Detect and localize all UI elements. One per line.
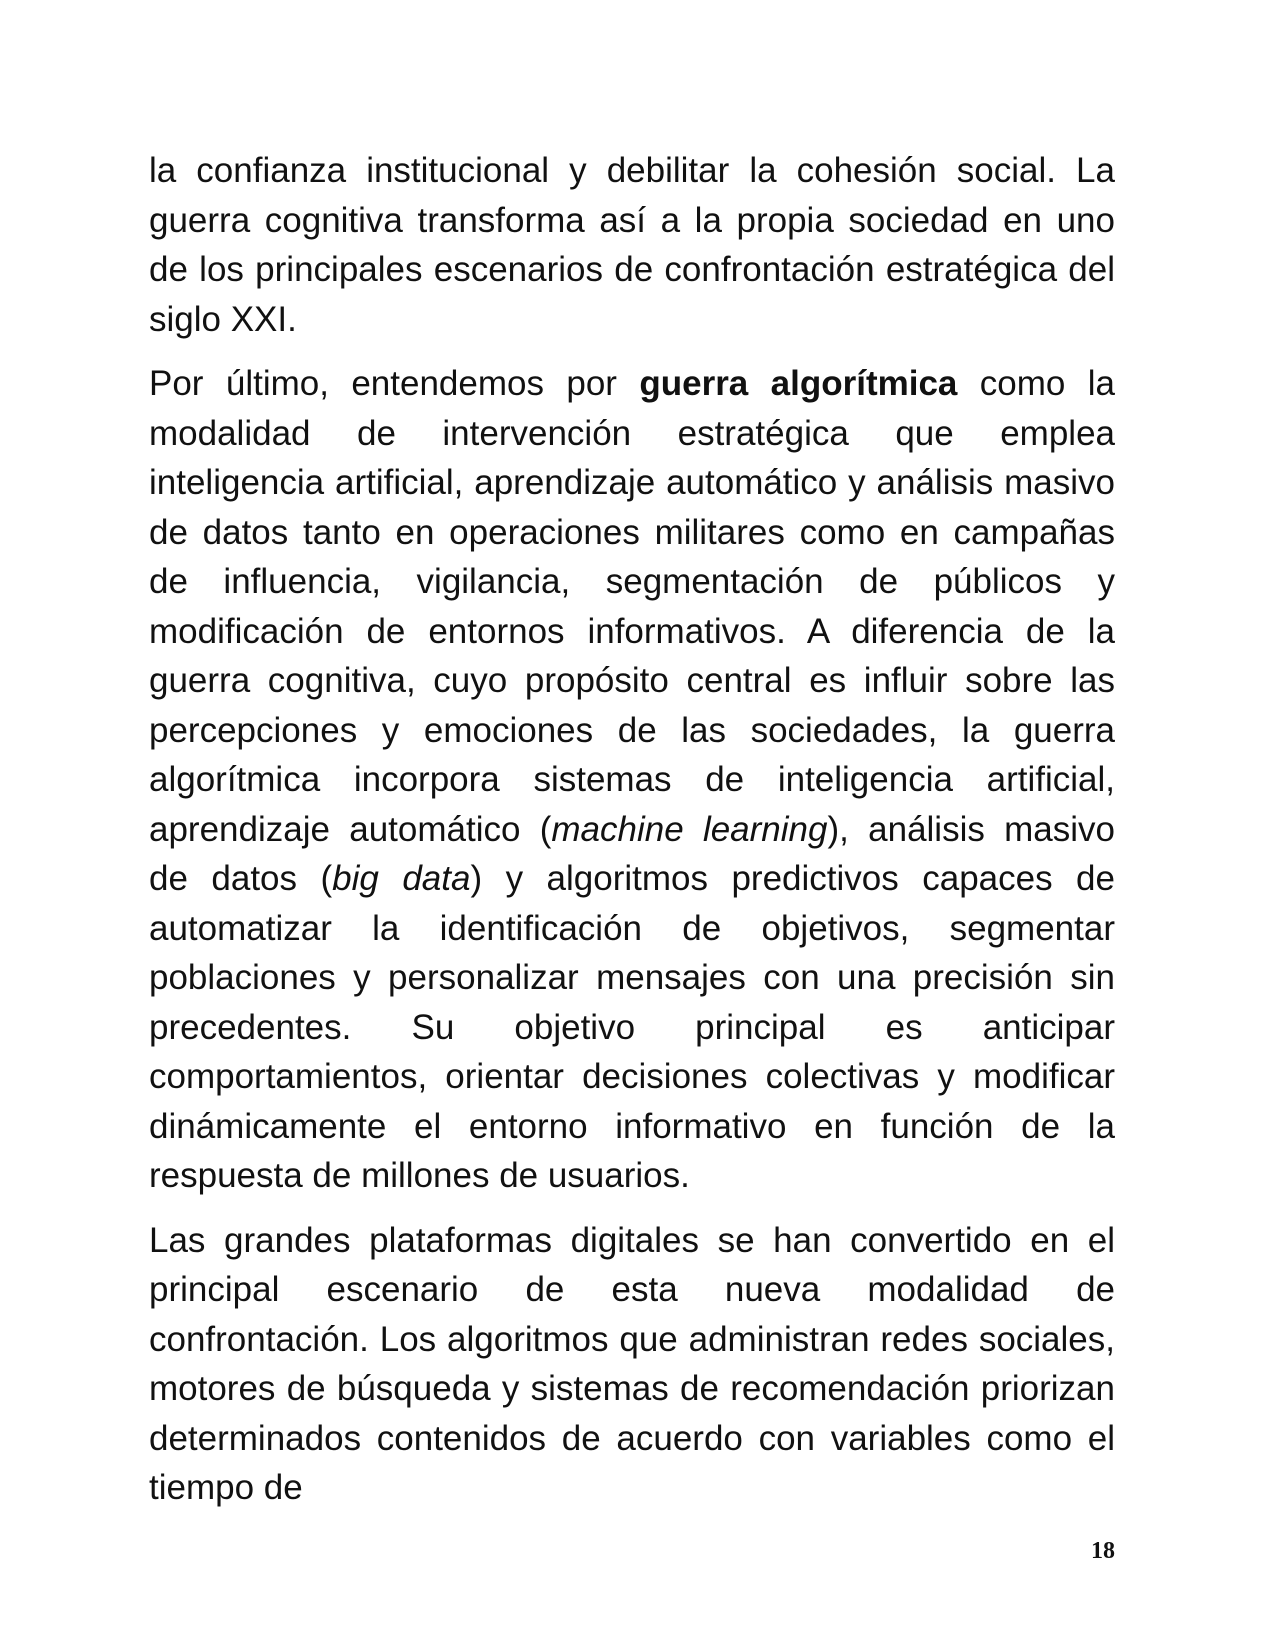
- paragraph-2-part2: ), análisis masivo de datos (: [149, 809, 1115, 898]
- term-big-data: big data: [332, 859, 471, 898]
- paragraph-2-intro: Por último, entendemos por: [149, 364, 640, 403]
- body-text: [149, 146, 1115, 1513]
- term-machine-learning: machine learning: [551, 809, 828, 849]
- page-number: 18: [1091, 1538, 1115, 1564]
- paragraph-2: [149, 359, 1115, 1201]
- paragraph-3: [149, 1216, 1115, 1513]
- paragraph-1: [149, 146, 1115, 344]
- paragraph-2-part3: ) y algoritmos predictivos capaces de automatizar la identificación de objetivos, segmentar poblaciones y personalizar mensajes con una precisión sin precedentes. Su objetivo principal es anticipar comportamientos, orientar decisiones colectivas y modificar dinámicamente el entorno informativo en función de la respuesta de millones de usuarios.: [149, 859, 1115, 1195]
- term-guerra-algoritmica: guerra algorítmica: [639, 364, 958, 403]
- paragraph-3-text: Las grandes plataformas digitales se han convertido en el principal escenario de esta nueva modalidad de confrontación. Los algoritmos que administran redes sociales, motores de búsqueda y sistemas de recomendación priorizan determinados contenidos de acuerdo con variables como el tiempo de: [149, 1220, 1115, 1507]
- paragraph-1-text: la confianza institucional y debilitar la cohesión social. La guerra cognitiva transforma así a la propia sociedad en uno de los principales escenarios de confrontación estratégica del siglo XXI.: [149, 151, 1115, 339]
- paragraph-2-part1: como la modalidad de intervención estratégica que emplea inteligencia artificial, aprendizaje automático y análisis masivo de datos tanto en operaciones militares como en campañas de influencia, vigilancia, segmentación de públicos y modificación de entornos informativos. A diferencia de la guerra cognitiva, cuyo propósito central es influir sobre las percepciones y emociones de las sociedades, la guerra algorítmica incorpora sistemas de inteligencia artificial, aprendizaje automático (: [149, 364, 1115, 849]
